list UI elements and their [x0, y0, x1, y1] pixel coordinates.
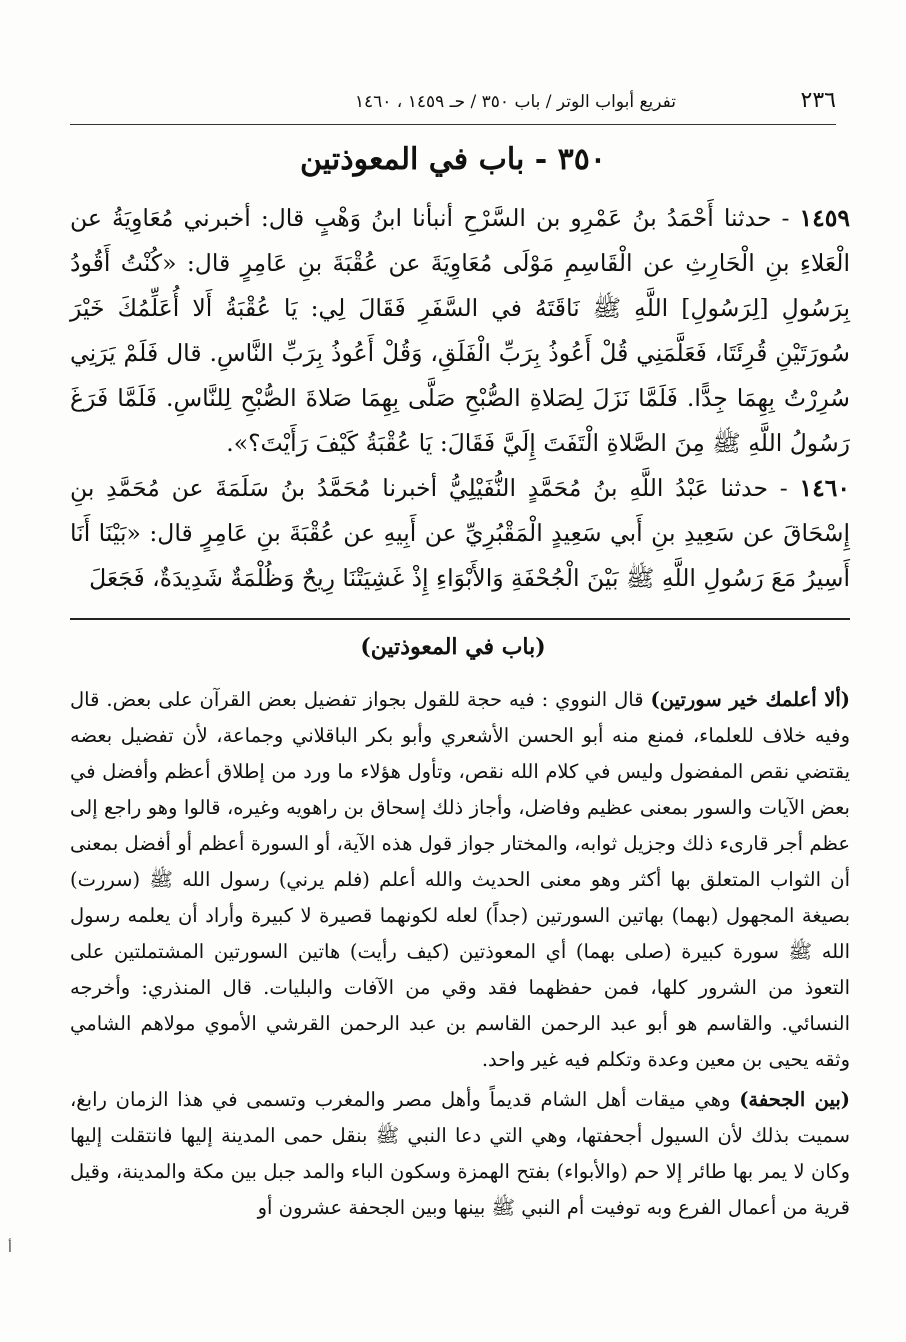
margin-mark: أ: [8, 1240, 12, 1256]
page-number: ٢٣٦: [800, 88, 836, 113]
hadith-body: - حدثنا عَبْدُ اللَّهِ بنُ مُحَمَّدٍ النُّفَيْلِيُّ أخبرنا مُحَمَّدُ بنُ سَلَمَةَ عن مُحَمَّدِ بنِ إِسْحَاقَ عن سَعِيدِ بنِ أَبي سَعِيدٍ الْمَقْبُرِيِّ عن أَبِيهِ عن عُقْبَةَ بنِ عَامِرٍ قال: «بَيْنَا أَنَا أَسِيرُ مَعَ رَسُولِ اللَّهِ ﷺ بَيْنَ الْجُحْفَةِ وَالأَبْوَاءِ إِذْ غَشِيَتْنَا رِيحٌ وَظُلْمَةٌ شَدِيدَةٌ، فَجَعَلَ: [70, 474, 850, 592]
hadith-paragraph: [70, 466, 850, 601]
commentary-title: (باب في المعوذتين): [360, 634, 546, 660]
hadith-paragraph: [70, 196, 850, 466]
hadith-number: ١٤٥٩: [799, 204, 850, 232]
hadith-number: ١٤٦٠: [799, 474, 850, 502]
commentary-block: [70, 682, 850, 1230]
footnote-divider: [70, 618, 850, 620]
commentary-lead: (ألا أعلمك خير سورتين): [650, 688, 850, 711]
chapter-title: ٣٥٠ - باب في المعوذتين: [299, 142, 607, 177]
commentary-text: قال النووي : فيه حجة للقول بجواز تفضيل بعض القرآن على بعض. قال وفيه خلاف للعلماء، فمنع منه أبو الحسن الأشعري وأبو بكر الباقلاني وجماعة، لأن تفضيل بعضه يقتضي نقص المفضول وليس في كلام الله نقص، وتأول هؤلاء ما ورد من إطلاق أعظم وأفضل في بعض الآيات والسور بمعنى عظيم وفاضل، وأجاز ذلك إسحاق بن راهويه وغيره، قالوا وهو راجع إلى عظم أجر قارىء ذلك وجزيل ثوابه، والمختار جواز قول هذه الآية، أو السورة أعظم أو أفضل بمعنى أن الثواب المتعلق بها أكثر وهو معنى الحديث والله أعلم (فلم يرني) رسول الله ﷺ (سررت) بصيغة المجهول (بهما) بهاتين السورتين (جداً) لعله لكونهما قصيرة لا كبيرة وأراد أن يعلمه رسول الله ﷺ سورة كبيرة (صلى بهما) أي المعوذتين (كيف رأيت) هاتين السورتين المشتملتين على التعوذ من الشرور كلها، فمن حفظهما فقد وقي من الآفات والبليات. قال المنذري: وأخرجه النسائي. والقاسم هو أبو عبد الرحمن القاسم بن عبد الرحمن القرشي الأموي مولاهم الشامي وثقه يحيى بن معين وعدة وتكلم فيه غير واحد.: [70, 688, 850, 1071]
hadith-body: - حدثنا أَحْمَدُ بنُ عَمْرِو بن السَّرْحِ أنبأنا ابنُ وَهْبٍ قال: أخبرني مُعَاوِيَةُ عن الْعَلاءِ بنِ الْحَارِثِ عن الْقَاسِمِ مَوْلَى مُعَاوِيَةَ عن عُقْبَةَ بنِ عَامِرٍ قال: «كُنْتُ أَقُودُ بِرَسُولِ [لِرَسُولِ] اللَّهِ ﷺ نَاقَتَهُ في السَّفَرِ فَقَالَ لِي: يَا عُقْبَةُ أَلا أُعَلِّمُكَ خَيْرَ سُورَتَيْنِ قُرِئَتَا، فَعَلَّمَنِي قُلْ أَعُوذُ بِرَبِّ الْفَلَقِ، وَقُلْ أَعُوذُ بِرَبِّ النَّاسِ. قال فَلَمْ يَرَنِي سُرِرْتُ بِهِمَا جِدًّا. فَلَمَّا نَزَلَ لِصَلاةِ الصُّبْحِ صَلَّى بِهِمَا صَلاةَ الصُّبْحِ لِلنَّاسِ. فَلَمَّا فَرَغَ رَسُولُ اللَّهِ ﷺ مِنَ الصَّلاةِ الْتَفَتَ إِلَيَّ فَقَالَ: يَا عُقْبَةُ كَيْفَ رَأَيْتَ؟».: [70, 204, 850, 457]
header-rule: [70, 124, 836, 125]
hadith-text-block: [70, 196, 850, 601]
commentary-paragraph: [70, 1082, 850, 1226]
running-header: [70, 88, 836, 128]
commentary-text: وهي ميقات أهل الشام قديماً وأهل مصر والمغرب وتسمى في هذا الزمان رابغ، سميت بذلك لأن السيول أجحفتها، وهي التي دعا النبي ﷺ بنقل حمى المدينة إليها فانتقلت إليها وكان لا يمر بها طائر إلا حم (والأبواء) بفتح الهمزة وسكون الباء والمد جبل بين مكة والمدينة، وقيل قرية من أعمال الفرع وبه توفيت أم النبي ﷺ بينها وبين الجحفة عشرون أو: [70, 1088, 850, 1219]
commentary-paragraph: [70, 682, 850, 1078]
running-title: تفريع أبواب الوتر / باب ٣٥٠ / حـ ١٤٥٩ ، ١٤٦٠: [354, 92, 676, 112]
commentary-lead: (بين الجحفة): [739, 1088, 851, 1111]
